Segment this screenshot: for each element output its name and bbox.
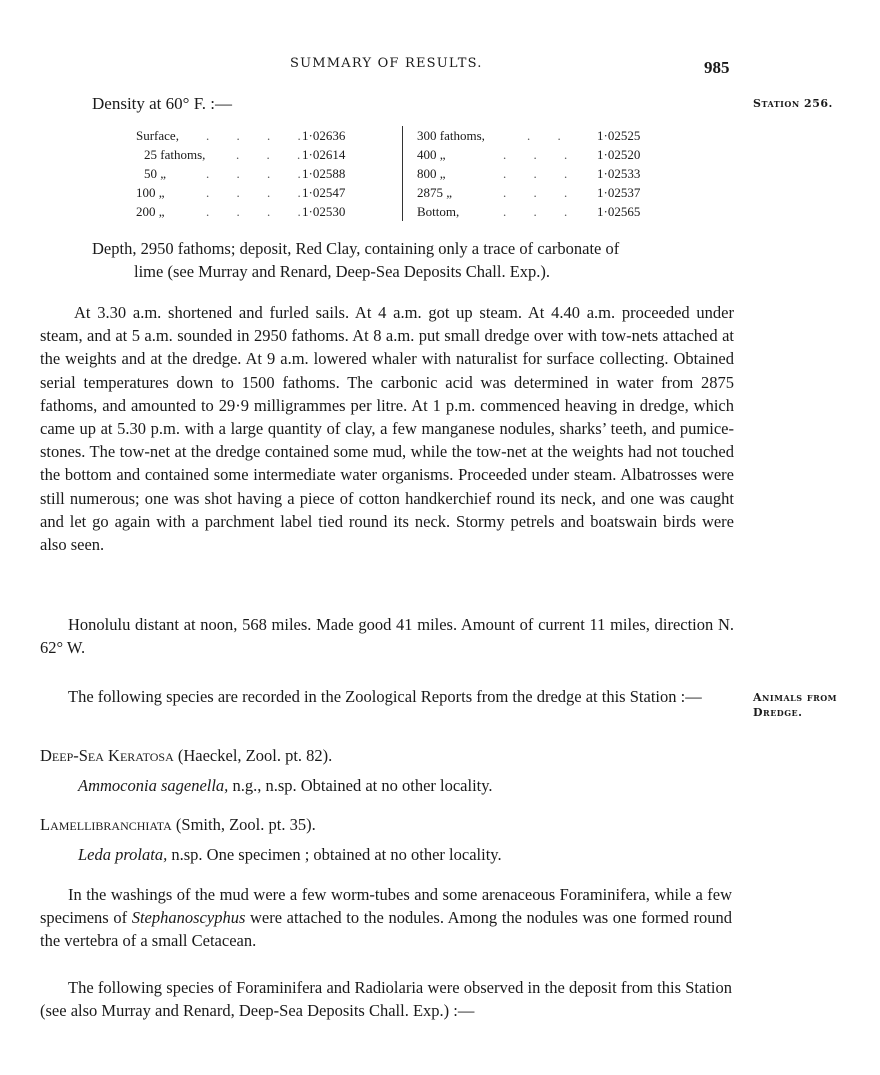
density-depth: 800 „ xyxy=(417,166,446,181)
density-row xyxy=(417,145,677,164)
species-note: n.g., n.sp. Obtained at no other locality. xyxy=(228,776,493,795)
depth-line-1: Depth, 2950 fathoms; deposit, Red Clay, containing only a trace of carbonate of xyxy=(92,239,620,258)
density-depth: 50 „ xyxy=(144,166,167,181)
taxon-group-reference: (Haeckel, Zool. pt. 82). xyxy=(173,746,333,765)
leader-dots: . . . xyxy=(503,166,580,181)
depth-line-2: lime (see Murray and Renard, Deep-Sea Deposits Chall. Exp.). xyxy=(134,262,551,282)
species-intro-paragraph: The following species are recorded in the Zoological Reports from the dredge at this Station :— xyxy=(68,687,702,706)
leader-dots: . . . xyxy=(503,204,580,219)
density-value: 1·02520 xyxy=(597,147,641,162)
density-depth: 400 „ xyxy=(417,147,446,162)
density-depth: 100 „ xyxy=(136,185,165,200)
density-value: 1·02537 xyxy=(597,185,641,200)
density-row xyxy=(136,202,396,221)
density-value: 1·02614 xyxy=(302,147,346,162)
narrative-paragraph: At 3.30 a.m. shortened and furled sails. At 4 a.m. got up steam. At 4.40 a.m. proceeded under steam, and at 5 a.m. sounded in 2950 fathoms. At 8 a.m. put small dredge over with tow-nets attached at the weights and at the dredge. At 9 a.m. lowered whaler with naturalist for surface collecting. Obtained serial temperatures down to 1500 fathoms. The carbonic acid was determined in water from 2875 fathoms, and amounted to 29·9 milligrammes per litre. At 1 p.m. commenced heaving in dredge, which came up at 5.30 p.m. with a large quantity of clay, a few manganese nodules, sharks’ teeth, and pumice-stones. The tow-net at the dredge contained some mud, while the tow-net at the weights had not touched the bottom and contained some intermediate water organisms. Proceeded under steam. Albatrosses were still numerous; one was shot having a piece of cotton handkerchief round its neck, and one was caught and let go again with a parchment label tied round its neck. Stormy petrels and boatswain birds were also seen. xyxy=(40,303,734,555)
leader-dots: . . . . xyxy=(206,128,313,143)
taxon-group-heading xyxy=(40,746,332,766)
taxon-group-name: Deep-Sea Keratosa xyxy=(40,746,174,765)
species-entry xyxy=(78,776,493,796)
leader-dots: . . xyxy=(527,128,573,143)
density-depth: 200 „ xyxy=(136,204,165,219)
forams-paragraph: The following species of Foraminifera and Radiolaria were observed in the deposit from this Station (see also Murray and Renard, Deep-Sea Deposits Chall. Exp.) :— xyxy=(40,978,732,1021)
species-name: Leda prolata, xyxy=(78,845,168,864)
density-value: 1·02525 xyxy=(597,128,641,143)
honolulu-paragraph: Honolulu distant at noon, 568 miles. Made good 41 miles. Amount of current 11 miles, direction N. 62° W. xyxy=(40,615,734,658)
washings-text-1: In the washings of the mud were a few worm-tubes and some arenaceous Foraminifera, while a few specimens of xyxy=(40,885,732,928)
density-value: 1·02588 xyxy=(302,166,346,181)
leader-dots: . . . xyxy=(236,147,313,162)
density-depth: 300 fathoms, xyxy=(417,128,485,143)
margin-note-animals xyxy=(753,690,837,720)
leader-dots: . . . . xyxy=(206,166,313,181)
washings-paragraph xyxy=(40,883,732,953)
density-value: 1·02547 xyxy=(302,185,346,200)
density-depth: 25 fathoms, xyxy=(144,147,206,162)
density-row xyxy=(417,202,677,221)
page-number: 985 xyxy=(704,58,730,77)
taxon-group-reference: (Smith, Zool. pt. 35). xyxy=(171,815,316,834)
density-column-left xyxy=(136,126,396,221)
density-row xyxy=(136,164,396,183)
species-note: n.sp. One specimen ; obtained at no other locality. xyxy=(167,845,502,864)
species-name: Ammoconia sagenella, xyxy=(78,776,229,795)
margin-note-animals-line-2: Dredge. xyxy=(753,706,803,719)
density-heading: Density at 60° F. :— xyxy=(92,94,233,113)
density-depth: 2875 „ xyxy=(417,185,453,200)
density-row xyxy=(417,183,677,202)
leader-dots: . . . . xyxy=(206,204,313,219)
species-entry xyxy=(78,845,502,865)
taxon-group-heading xyxy=(40,815,316,835)
density-value: 1·02636 xyxy=(302,128,346,143)
depth-paragraph xyxy=(92,237,738,283)
density-column-right xyxy=(402,126,677,221)
margin-note-station: Station 256. xyxy=(753,97,833,110)
density-row xyxy=(136,145,396,164)
leader-dots: . . . xyxy=(503,147,580,162)
density-row xyxy=(136,126,396,145)
washings-genus: Stephanoscyphus xyxy=(131,908,246,928)
margin-note-animals-line-1: Animals from xyxy=(753,691,838,704)
density-value: 1·02565 xyxy=(597,204,641,219)
washings-text-2: were attached to the nodules. Among the nodules was one formed round the vertebra of a small Cetacean. xyxy=(40,908,732,951)
density-row xyxy=(136,183,396,202)
leader-dots: . . . xyxy=(503,185,580,200)
taxon-group-name: Lamellibranchiata xyxy=(40,815,172,834)
density-row xyxy=(417,164,677,183)
leader-dots: . . . . xyxy=(206,185,313,200)
density-value: 1·02530 xyxy=(302,204,346,219)
density-depth: Surface, xyxy=(136,128,179,143)
density-value: 1·02533 xyxy=(597,166,641,181)
density-row xyxy=(417,126,677,145)
running-title: SUMMARY OF RESULTS. xyxy=(290,56,483,71)
density-depth: Bottom, xyxy=(417,204,460,219)
